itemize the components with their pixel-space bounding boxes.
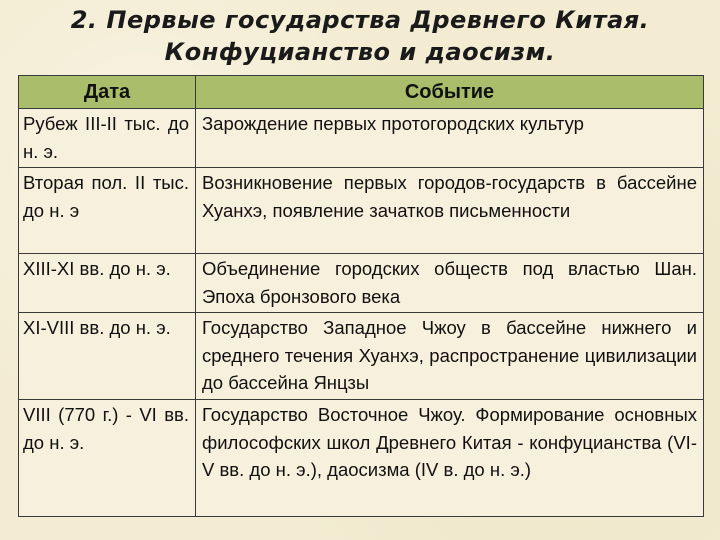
table-row — [19, 109, 704, 168]
page-title — [0, 4, 720, 68]
date-cell: Рубеж III-II тыс. до н. э. — [19, 109, 196, 168]
event-cell: Государство Западное Чжоу в бассейне нижнего и среднего течения Хуанхэ, распространение цивилизации до бассейна Янцзы — [196, 313, 704, 400]
table-header-row — [19, 76, 704, 109]
header-date: Дата — [19, 76, 196, 109]
date-cell: XIII-XI вв. до н. э. — [19, 254, 196, 313]
table-row — [19, 168, 704, 254]
event-cell: Возникновение первых городов-государств в бассейне Хуанхэ, появление зачатков письменности — [196, 168, 704, 254]
event-cell: Зарождение первых протогородских культур — [196, 109, 704, 168]
event-cell: Объединение городских обществ под властью Шан. Эпоха бронзового века — [196, 254, 704, 313]
date-cell: Вторая пол. II тыс. до н. э — [19, 168, 196, 254]
table-row — [19, 254, 704, 313]
events-table — [18, 75, 704, 517]
event-cell: Государство Восточное Чжоу. Формирование основных философских школ Древнего Китая - конфуцианства (VI-V вв. до н. э.), даосизма (IV в. до н. э.) — [196, 400, 704, 517]
date-cell: VIII (770 г.) - VI вв. до н. э. — [19, 400, 196, 517]
header-event: Событие — [196, 76, 704, 109]
title-line-2: Конфуцианство и даосизм. — [164, 38, 556, 66]
table-row — [19, 400, 704, 517]
title-line-1: 2. Первые государства Древнего Китая. — [70, 6, 650, 34]
table-row — [19, 313, 704, 400]
date-cell: XI-VIII вв. до н. э. — [19, 313, 196, 400]
